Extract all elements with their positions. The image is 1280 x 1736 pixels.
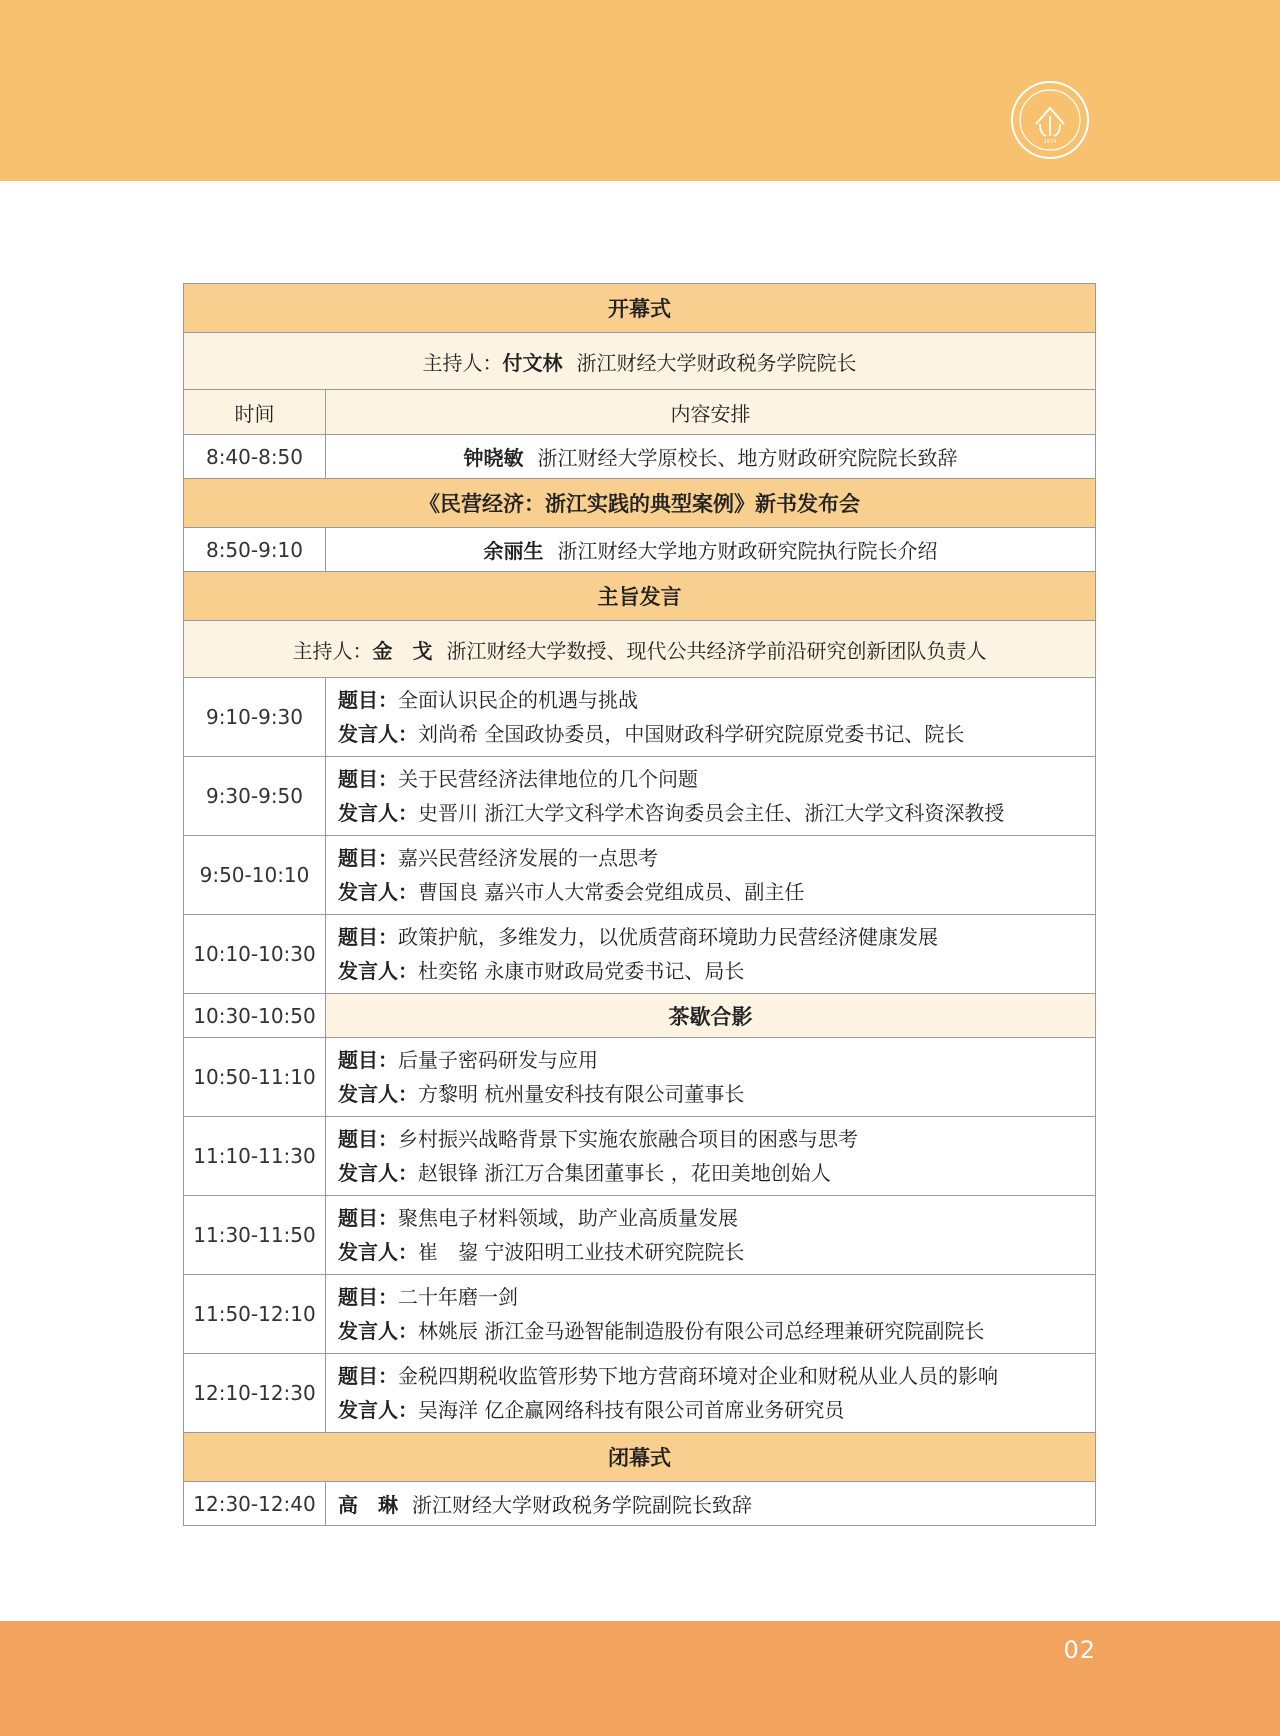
topic-label: 题目： <box>338 1364 398 1388</box>
topic-label: 题目： <box>338 1048 398 1072</box>
speaker-name: 吴海洋 <box>418 1398 478 1422</box>
speaker-label: 发言人： <box>338 1240 418 1264</box>
talk-speaker <box>338 954 1095 988</box>
talk-topic <box>338 1359 1095 1393</box>
time-cell: 12:10-12:30 <box>184 1354 326 1433</box>
closing-header <box>184 1433 1096 1482</box>
speaker-desc: 浙江财经大学财政税务学院副院长致辞 <box>412 1493 752 1517</box>
speaker-desc: 杭州量安科技有限公司董事长 <box>484 1082 745 1106</box>
book-launch-title: 《民营经济：浙江实践的典型案例》新书发布会 <box>184 479 1096 528</box>
speaker-name: 刘尚希 <box>418 722 478 746</box>
speaker-label: 发言人： <box>338 1082 418 1106</box>
topic-label: 题目： <box>338 846 398 870</box>
talk-speaker <box>338 1156 1095 1190</box>
speaker-desc: 嘉兴市人大常委会党组成员、副主任 <box>484 880 805 904</box>
time-cell: 10:30-10:50 <box>184 994 326 1038</box>
talk-topic <box>338 762 1095 796</box>
time-cell: 11:10-11:30 <box>184 1117 326 1196</box>
time-cell: 11:30-11:50 <box>184 1196 326 1275</box>
talk-row <box>184 836 1096 915</box>
speaker-label: 发言人： <box>338 1319 418 1343</box>
talk-topic <box>338 841 1095 875</box>
speaker-desc: 亿企赢网络科技有限公司首席业务研究员 <box>484 1398 845 1422</box>
opening-title: 开幕式 <box>184 284 1096 333</box>
break-row <box>184 994 1096 1038</box>
talk-row <box>184 1117 1096 1196</box>
speaker-name: 钟晓敏 <box>463 446 524 470</box>
closing-title: 闭幕式 <box>184 1433 1096 1482</box>
topic-text: 聚焦电子材料领域，助产业高质量发展 <box>398 1206 738 1230</box>
talk-row <box>184 757 1096 836</box>
speaker-name: 赵银锋 <box>418 1161 478 1185</box>
talk-topic <box>338 1122 1095 1156</box>
speaker-desc: 浙江财经大学地方财政研究院执行院长介绍 <box>557 539 938 563</box>
time-cell: 9:30-9:50 <box>184 757 326 836</box>
opening-speech-row <box>184 435 1096 479</box>
topic-text: 二十年磨一剑 <box>398 1285 518 1309</box>
talk-topic <box>338 1043 1095 1077</box>
speaker-desc: 浙江财经大学原校长、地方财政研究院院长致辞 <box>537 446 958 470</box>
talk-row <box>184 1196 1096 1275</box>
opening-host-row <box>184 333 1096 390</box>
topic-text: 乡村振兴战略背景下实施农旅融合项目的困惑与思考 <box>398 1127 858 1151</box>
keynote-title: 主旨发言 <box>184 572 1096 621</box>
column-header-row <box>184 390 1096 435</box>
topic-label: 题目： <box>338 1206 398 1230</box>
speaker-name: 史晋川 <box>418 801 478 825</box>
speaker-name: 余丽生 <box>483 539 544 563</box>
topic-label: 题目： <box>338 1127 398 1151</box>
talk-speaker <box>338 717 1095 751</box>
talk-row <box>184 1354 1096 1433</box>
time-cell: 10:10-10:30 <box>184 915 326 994</box>
talk-speaker <box>338 796 1095 830</box>
speaker-label: 发言人： <box>338 801 418 825</box>
talk-topic <box>338 1280 1095 1314</box>
topic-text: 金税四期税收监管形势下地方营商环境对企业和财税从业人员的影响 <box>398 1364 998 1388</box>
speaker-label: 发言人： <box>338 959 418 983</box>
topic-text: 嘉兴民营经济发展的一点思考 <box>398 846 658 870</box>
talks-group-2 <box>184 1038 1096 1433</box>
page-number: 02 <box>1063 1636 1096 1664</box>
speaker-name: 林姚辰 <box>418 1319 478 1343</box>
time-cell: 11:50-12:10 <box>184 1275 326 1354</box>
talks-group-1 <box>184 678 1096 994</box>
host-name: 金 戈 <box>372 638 433 663</box>
opening-header <box>184 284 1096 333</box>
talk-speaker <box>338 1235 1095 1269</box>
talk-row <box>184 915 1096 994</box>
speaker-name: 杜奕铭 <box>418 959 478 983</box>
speaker-label: 发言人： <box>338 722 418 746</box>
speaker-desc: 浙江大学文科学术咨询委员会主任、浙江大学文科资深教授 <box>484 801 1005 825</box>
topic-label: 题目： <box>338 688 398 712</box>
speaker-label: 发言人： <box>338 1161 418 1185</box>
speaker-name: 崔 鋆 <box>418 1240 478 1264</box>
topic-text: 关于民营经济法律地位的几个问题 <box>398 767 698 791</box>
time-cell: 8:50-9:10 <box>184 528 326 572</box>
university-seal-icon <box>1010 80 1090 160</box>
keynote-header <box>184 572 1096 621</box>
host-label: 主持人： <box>422 350 503 375</box>
topic-label: 题目： <box>338 1285 398 1309</box>
host-title: 浙江财经大学数授、现代公共经济学前沿研究创新团队负责人 <box>446 638 987 663</box>
topic-text: 政策护航，多维发力，以优质营商环境助力民营经济健康发展 <box>398 925 938 949</box>
speaker-desc: 浙江金马逊智能制造股份有限公司总经理兼研究院副院长 <box>484 1319 985 1343</box>
talk-row <box>184 678 1096 757</box>
talk-topic <box>338 920 1095 954</box>
keynote-host-row <box>184 621 1096 678</box>
topic-label: 题目： <box>338 767 398 791</box>
speaker-name: 方黎明 <box>418 1082 478 1106</box>
speaker-desc: 宁波阳明工业技术研究院院长 <box>484 1240 745 1264</box>
topic-label: 题目： <box>338 925 398 949</box>
col-content: 内容安排 <box>326 390 1096 435</box>
book-launch-header <box>184 479 1096 528</box>
break-label: 茶歇合影 <box>326 994 1096 1038</box>
speaker-label: 发言人： <box>338 1398 418 1422</box>
host-label: 主持人： <box>292 638 373 663</box>
talk-topic <box>338 683 1095 717</box>
talk-speaker <box>338 1393 1095 1427</box>
talk-row <box>184 1038 1096 1117</box>
topic-text: 后量子密码研发与应用 <box>398 1048 598 1072</box>
talk-speaker <box>338 1314 1095 1348</box>
talk-speaker <box>338 1077 1095 1111</box>
speaker-name: 曹国良 <box>418 880 478 904</box>
speaker-desc: 全国政协委员，中国财政科学研究院原党委书记、院长 <box>484 722 965 746</box>
speaker-name: 高 琳 <box>338 1493 398 1517</box>
talk-speaker <box>338 875 1095 909</box>
col-time: 时间 <box>184 390 326 435</box>
speaker-desc: 浙江万合集团董事长 ，花田美地创始人 <box>484 1161 831 1185</box>
time-cell: 9:10-9:30 <box>184 678 326 757</box>
speaker-label: 发言人： <box>338 880 418 904</box>
time-cell: 12:30-12:40 <box>184 1482 326 1526</box>
host-title: 浙江财经大学财政税务学院院长 <box>576 350 857 375</box>
talk-row <box>184 1275 1096 1354</box>
book-launch-row <box>184 528 1096 572</box>
time-cell: 10:50-11:10 <box>184 1038 326 1117</box>
speaker-desc: 永康市财政局党委书记、局长 <box>484 959 745 983</box>
host-name: 付文林 <box>502 350 563 375</box>
time-cell: 8:40-8:50 <box>184 435 326 479</box>
talk-topic <box>338 1201 1095 1235</box>
seal-year: 1974 <box>1043 139 1057 145</box>
closing-row <box>184 1482 1096 1526</box>
schedule-table <box>183 283 1096 1526</box>
time-cell: 9:50-10:10 <box>184 836 326 915</box>
topic-text: 全面认识民企的机遇与挑战 <box>398 688 638 712</box>
